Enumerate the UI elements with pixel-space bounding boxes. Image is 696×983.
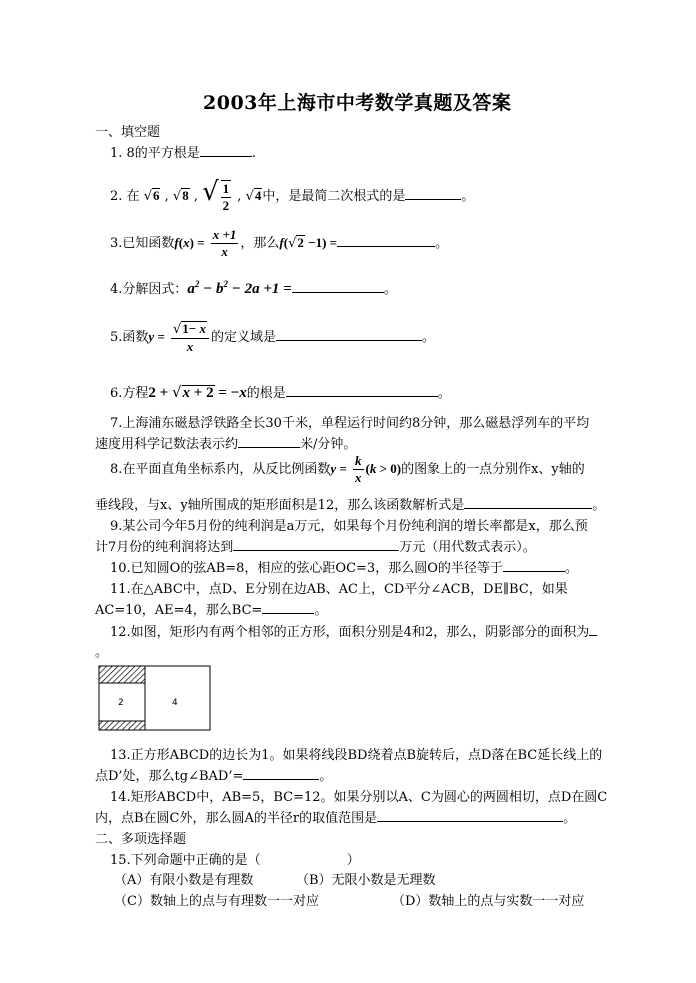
shaded-region-bottom <box>99 721 145 730</box>
fraction-x-plus-1-over-x: $\frac{x +1}{x}$ <box>212 227 237 259</box>
question-4-end: 。 <box>383 282 397 297</box>
question-13-text: 点D’处，那么tg∠BAD’= <box>95 769 244 784</box>
answer-blank <box>337 234 435 247</box>
question-12-text: 12.如图，矩形内有两个相邻的正方形，面积分别是4和2，那么，阴影部分的面积为 <box>110 625 590 640</box>
question-2-text: 2. 在 <box>110 189 140 204</box>
answer-blank <box>589 623 597 636</box>
question-6 <box>110 382 451 402</box>
question-14-line-1: 14.矩形ABCD中，AB=5，BC=12。如果分别以A、C为圆心的两圆相切，点D在圆C <box>110 790 608 805</box>
question-8-line-1: 8.在平面直角坐标系内，从反比例函数y = $\frac{k}{x}$ (k > 0)的图象上的一点分别作x、y轴的 <box>110 453 585 485</box>
fraction-k-over-x: $\frac{k}{x}$ <box>355 453 362 485</box>
sqrt-8-expr: √8 <box>172 188 189 204</box>
question-1-text: 1. 8的平方根是 <box>110 146 200 161</box>
question-13-line-2 <box>95 765 332 784</box>
fraction-sqrt-1-minus-x-over-x: $\frac{√1- x}{x}$ <box>171 321 209 355</box>
sqrt-half-expr: √ $\frac{1}{2}$ <box>202 177 230 214</box>
question-9-text-b: 万元（用代数式表示）。 <box>399 540 536 555</box>
question-8-line-2 <box>95 494 605 513</box>
answer-blank <box>292 280 384 293</box>
question-2-text-b: 中，是最简二次根式的是 <box>262 189 406 204</box>
sqrt-4-expr: √4 <box>245 188 262 204</box>
question-6-end: 。 <box>437 386 451 401</box>
question-8-text: 8.在平面直角坐标系内，从反比例函数 <box>110 462 331 477</box>
option-a: （A）有限小数是有理数 <box>114 873 254 888</box>
question-3-text-b: ，那么 <box>240 236 280 251</box>
question-7-line-1: 7.上海浦东磁悬浮铁路全长30千米，单程运行时间约8分钟，那么磁悬浮列车的平均 <box>110 416 590 431</box>
question-8-end: 。 <box>592 498 606 513</box>
question-9-text: 计7月份的纯利润将达到 <box>95 540 234 555</box>
question-14-end: 。 <box>563 811 577 826</box>
question-15-text: 15.下列命题中正确的是（ <box>110 853 261 868</box>
question-11-line-1: 11.在△ABC中，点D、E分别在边AB、AC上，CD平分∠ACB，DE∥BC，如果 <box>110 582 568 597</box>
rectangle-squares-figure <box>97 664 213 734</box>
answer-blank <box>262 601 314 614</box>
question-11-line-2 <box>95 599 327 618</box>
question-6-text: 6.方程 <box>110 386 149 401</box>
answer-blank <box>243 767 319 780</box>
option-c: （C）数轴上的点与有理数一一对应 <box>114 894 319 909</box>
question-15 <box>110 849 360 868</box>
question-8-text-c: 垂线段，与x、y轴所围成的矩形面积是12，那么该函数解析式是 <box>95 498 465 513</box>
question-10-text: 10.已知圆O的弦AB=8，相应的弦心距OC=3，那么圆O的半径等于 <box>110 561 503 576</box>
function-f-expr: f <box>174 235 179 250</box>
answer-blank <box>233 538 399 551</box>
answer-blank <box>503 559 565 572</box>
section-heading-fill-in: 一、填空题 <box>95 125 161 140</box>
question-9-line-1: 9.某公司今年5月份的纯利润是a万元，如果每个月份纯利润的增长率都是x，那么预 <box>110 519 588 534</box>
question-3: 3.已知函数f(x) = $\frac{x +1}{x}$ ，那么f(√2 −1) = 。 <box>110 227 449 259</box>
question-13-line-1: 13.正方形ABCD的边长为1。如果将线段BD绕着点B旋转后，点D落在BC延长线上的 <box>110 748 603 763</box>
label-area-2: 2 <box>118 698 124 708</box>
option-b: （B）无限小数是无理数 <box>296 873 436 888</box>
question-10-end: 。 <box>564 561 578 576</box>
question-2-end: 。 <box>461 189 475 204</box>
answer-blank <box>276 328 422 341</box>
answer-blank <box>464 496 592 509</box>
section-heading-multiple-choice: 二、多项选择题 <box>95 832 187 847</box>
question-8-text-b: 的图象上的一点分别作x、y轴的 <box>401 462 585 477</box>
shaded-region-top <box>99 666 145 683</box>
question-7-line-2 <box>95 433 356 452</box>
option-d: （D）数轴上的点与实数一一对应 <box>392 894 585 909</box>
question-5-text: 5.函数 <box>110 330 149 345</box>
answer-blank <box>200 144 252 157</box>
question-3-text: 3.已知函数 <box>110 236 175 251</box>
question-4 <box>110 278 397 298</box>
question-5: 5.函数y = $\frac{√1- x}{x}$ 的定义域是 。 <box>110 320 435 354</box>
question-7-text: 速度用科学记数法表示约 <box>95 437 239 452</box>
question-3-end: 。 <box>435 236 449 251</box>
question-12-line-2: 。 <box>95 645 109 660</box>
factor-expression: $a^2 - b^2 - 2a +1$ = <box>187 279 292 297</box>
equation-expression: 2 + √x + 2 = −x <box>148 383 247 401</box>
question-1-end: . <box>251 146 256 161</box>
question-6-text-b: 的根是 <box>246 386 286 401</box>
sqrt-6-expr: √6 <box>143 188 160 204</box>
page-title: 2003年上海市中考数学真题及答案 <box>203 92 512 114</box>
question-4-text: 4.分解因式： <box>110 282 188 297</box>
question-14-text: 内，点B在圆C外，那么圆A的半径r的取值范围是 <box>95 811 378 826</box>
question-9-line-2 <box>95 536 536 555</box>
question-2: 2. 在 √6 , √8 , √ $\frac{1}{2}$ , √4中，是最简二次根式的是 。 <box>110 177 475 214</box>
label-area-4: 4 <box>172 698 178 708</box>
question-13-end: 。 <box>319 769 333 784</box>
answer-blank <box>286 384 438 397</box>
question-1 <box>110 142 256 161</box>
question-11-end: 。 <box>314 603 328 618</box>
question-5-end: 。 <box>421 330 435 345</box>
answer-blank <box>377 809 563 822</box>
question-11-text: AC=10，AE=4，那么BC= <box>95 603 263 618</box>
question-10 <box>110 557 578 576</box>
question-7-text-b: 米/分钟。 <box>300 437 357 452</box>
question-5-text-b: 的定义域是 <box>210 330 276 345</box>
question-12-line-1 <box>110 621 597 640</box>
question-14-line-2 <box>95 807 576 826</box>
answer-blank <box>238 435 300 448</box>
answer-blank <box>405 187 461 200</box>
question-15-end: ） <box>346 853 360 868</box>
